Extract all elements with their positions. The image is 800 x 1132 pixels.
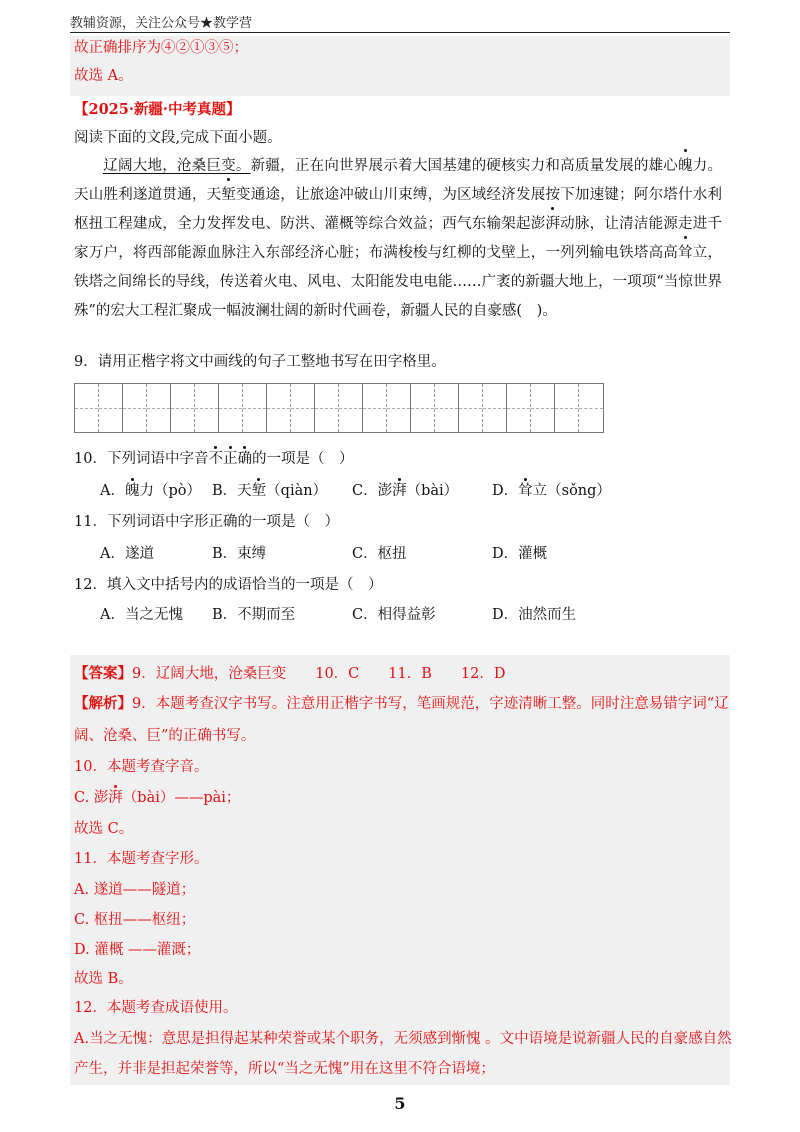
analysis-line-1: 【解析】9．本题考查汉字书写。注意用正楷字书写，笔画规范，字迹清晰工整。同时注意易错字词“辽 bbox=[74, 695, 729, 712]
analysis-line-9: D. 灌概 ——灌溉； bbox=[74, 942, 201, 958]
analysis-line-11: 12．本题考查成语使用。 bbox=[74, 1000, 238, 1016]
q10-option-c[interactable]: C．澎湃（bài） bbox=[352, 483, 459, 499]
question-10: 10．下列词语中字音不正确的一项是（ ） bbox=[74, 451, 354, 467]
q12-option-a[interactable]: A．当之无愧 bbox=[100, 607, 183, 623]
tianzige-grid[interactable] bbox=[74, 383, 604, 433]
analysis-line-4: C. 澎湃（bài）——pài； bbox=[74, 790, 241, 806]
analysis-line-13: 产生，并非是担起荣誉等，所以“当之无愧”用在这里不符合语境； bbox=[74, 1061, 495, 1077]
q11-option-c[interactable]: C．枢扭 bbox=[352, 546, 407, 562]
q11-option-b[interactable]: B．束缚 bbox=[212, 546, 267, 562]
underlined-sentence: 辽阔大地，沧桑巨变。 bbox=[103, 158, 251, 174]
header-rule bbox=[70, 32, 730, 33]
prev-choice-line: 故选 A。 bbox=[74, 68, 133, 84]
answer-analysis-band bbox=[70, 655, 730, 1085]
question-9: 9．请用正楷字将文中画线的句子工整地书写在田字格里。 bbox=[74, 354, 446, 370]
instruction: 阅读下面的文段,完成下面小题。 bbox=[74, 130, 282, 146]
q10-option-a[interactable]: A．魄力（pò） bbox=[100, 483, 201, 499]
q11-option-d[interactable]: D．灌概 bbox=[492, 546, 548, 562]
q12-option-b[interactable]: B．不期而至 bbox=[212, 607, 296, 623]
q10-option-d[interactable]: D．耸立（sǒng） bbox=[492, 483, 611, 499]
question-12: 12．填入文中括号内的成语恰当的一项是（ ） bbox=[74, 577, 383, 593]
analysis-line-2: 阔、沧桑、巨”的正确书写。 bbox=[74, 728, 256, 744]
q12-option-c[interactable]: C．相得益彰 bbox=[352, 607, 436, 623]
analysis-line-10: 故选 B。 bbox=[74, 971, 133, 987]
analysis-line-3: 10．本题考查字音。 bbox=[74, 759, 209, 775]
q11-option-a[interactable]: A．遂道 bbox=[100, 546, 154, 562]
page-number: 5 bbox=[394, 1094, 406, 1113]
question-11: 11．下列词语中字形正确的一项是（ ） bbox=[74, 514, 339, 530]
q10-option-b[interactable]: B．天堑（qiàn） bbox=[212, 483, 328, 499]
analysis-line-7: A. 遂道——隧道； bbox=[74, 882, 196, 898]
prev-order-line: 故正确排序为④②①③⑤； bbox=[74, 40, 248, 56]
reading-passage: 辽阔大地，沧桑巨变。新疆，正在向世界展示着大国基建的硬核实力和高质量发展的雄心魄力。天山胜利遂道贯通，天堑变通途，让旅途冲破山川束缚，为区域经济发展按下加速键；阿尔塔什水利枢扭工程建成，全力发挥发电、防洪、灌概等综合效益；西气东输架起澎湃动脉，让清洁能源走进千家万户，将西部能源血脉注入东部经济心脏；布满梭梭与红柳的戈壁上，一列列输电铁塔高高耸立，铁塔之间绵长的导线，传送着火电、风电、太阳能发电电能……广袤的新疆大地上，一项项“当惊世界殊”的宏大工程汇聚成一幅波澜壮阔的新时代画卷，新疆人民的自豪感( )。 bbox=[74, 152, 722, 326]
analysis-line-12: A.当之无愧：意思是担得起某种荣誉或某个职务，无须感到惭愧 。文中语境是说新疆人民的自豪感自然 bbox=[74, 1031, 732, 1047]
source-label: 【2025·新疆·中考真题】 bbox=[74, 101, 241, 118]
analysis-line-6: 11．本题考查字形。 bbox=[74, 851, 209, 867]
analysis-line-5: 故选 C。 bbox=[74, 821, 134, 837]
page-header: 教辅资源，关注公众号★教学营 bbox=[70, 16, 253, 31]
q12-option-d[interactable]: D．油然而生 bbox=[492, 607, 577, 623]
answer-line: 【答案】9．辽阔大地，沧桑巨变 10．C 11．B 12．D bbox=[74, 665, 506, 682]
analysis-line-8: C. 枢扭——枢纽； bbox=[74, 912, 196, 928]
